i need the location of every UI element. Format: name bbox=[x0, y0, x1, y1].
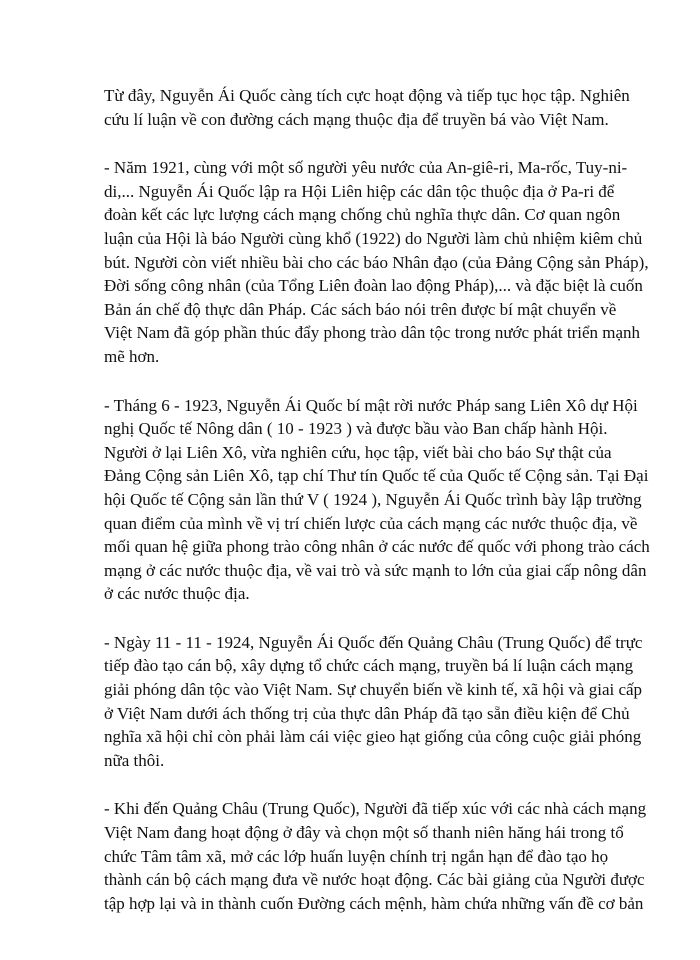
paragraph-1924 bbox=[104, 631, 644, 773]
text-line: tập hợp lại và in thành cuốn Đường cách mệnh, hàm chứa những vấn đề cơ bản bbox=[104, 893, 644, 913]
text-line: mối quan hệ giữa phong trào công nhân ở các nước đế quốc với phong trào cách bbox=[104, 537, 650, 557]
text-line: tiếp đào tạo cán bộ, xây dựng tổ chức cách mạng, truyền bá lí luận cách mạng bbox=[104, 656, 634, 676]
text-line: luận của Hội là báo Người cùng khổ (1922) do Người làm chủ nhiệm kiêm chủ bbox=[104, 228, 643, 248]
text-line: nghĩa xã hội chỉ còn phải làm cái việc gieo hạt giống của công cuộc giải phóng bbox=[104, 727, 642, 747]
text-line: đoàn kết các lực lượng cách mạng chống chủ nghĩa thực dân. Cơ quan ngôn bbox=[104, 205, 621, 225]
text-line: mẽ hơn. bbox=[104, 346, 160, 366]
text-line: Đời sống công nhân (của Tổng Liên đoàn lao động Pháp),... và đặc biệt là cuốn bbox=[104, 276, 643, 296]
text-line: - Năm 1921, cùng với một số người yêu nước của An-giê-ri, Ma-rốc, Tuy-ni- bbox=[104, 158, 628, 178]
text-line: ở các nước thuộc địa. bbox=[104, 584, 250, 604]
text-line: hội Quốc tế Cộng sản lần thứ V ( 1924 ), Nguyễn Ái Quốc trình bày lập trường bbox=[104, 489, 642, 509]
text-line: chức Tâm tâm xã, mở các lớp huấn luyện chính trị ngắn hạn để đào tạo họ bbox=[104, 846, 609, 866]
text-line: Bản án chế độ thực dân Pháp. Các sách báo nói trên được bí mật chuyển về bbox=[104, 299, 617, 319]
text-line: ở Việt Nam dưới ách thống trị của thực dân Pháp đã tạo sẵn điều kiện để Chủ bbox=[104, 703, 630, 723]
paragraph-intro bbox=[104, 84, 644, 131]
text-line: mạng ở các nước thuộc địa, về vai trò và sức mạnh to lớn của giai cấp nông dân bbox=[104, 560, 647, 580]
paragraph-1923 bbox=[104, 394, 650, 606]
paragraph-1921 bbox=[104, 156, 649, 368]
text-line: giải phóng dân tộc vào Việt Nam. Sự chuyển biến về kinh tế, xã hội và giai cấp bbox=[104, 680, 643, 700]
text-line: nghị Quốc tế Nông dân ( 10 - 1923 ) và được bầu vào Ban chấp hành Hội. bbox=[104, 419, 608, 439]
document-body bbox=[104, 84, 650, 940]
text-line: Việt Nam đang hoạt động ở đây và chọn một số thanh niên hăng hái trong tổ bbox=[104, 823, 624, 843]
text-line: - Khi đến Quảng Châu (Trung Quốc), Người đã tiếp xúc với các nhà cách mạng bbox=[104, 799, 647, 819]
text-line: - Ngày 11 - 11 - 1924, Nguyễn Ái Quốc đến Quảng Châu (Trung Quốc) để trực bbox=[104, 632, 643, 652]
text-line: Việt Nam đã góp phần thúc đẩy phong trào dân tộc trong nước phát triển mạnh bbox=[104, 323, 641, 343]
text-line: - Tháng 6 - 1923, Nguyễn Ái Quốc bí mật rời nước Pháp sang Liên Xô dự Hội bbox=[104, 395, 638, 415]
text-line: di,... Nguyễn Ái Quốc lập ra Hội Liên hiệp các dân tộc thuộc địa ở Pa-ri để bbox=[104, 181, 615, 201]
text-line: quan điểm của mình về vị trí chiến lược của cách mạng các nước thuộc địa, về bbox=[104, 513, 638, 533]
text-line: Đảng Cộng sản Liên Xô, tạp chí Thư tín Quốc tế của Quốc tế Cộng sản. Tại Đại bbox=[104, 466, 649, 486]
text-line: nữa thôi. bbox=[104, 750, 165, 770]
text-line: bút. Người còn viết nhiều bài cho các báo Nhân đạo (của Đảng Cộng sản Pháp), bbox=[104, 252, 649, 272]
text-line: cứu lí luận về con đường cách mạng thuộc địa để truyền bá vào Việt Nam. bbox=[104, 109, 609, 129]
text-line: thành cán bộ cách mạng đưa về nước hoạt động. Các bài giảng của Người được bbox=[104, 870, 645, 890]
paragraph-quang-chau bbox=[104, 797, 647, 915]
text-line: Từ đây, Nguyễn Ái Quốc càng tích cực hoạt động và tiếp tục học tập. Nghiên bbox=[104, 86, 630, 105]
text-line: Người ở lại Liên Xô, vừa nghiên cứu, học tập, viết bài cho báo Sự thật của bbox=[104, 442, 612, 462]
